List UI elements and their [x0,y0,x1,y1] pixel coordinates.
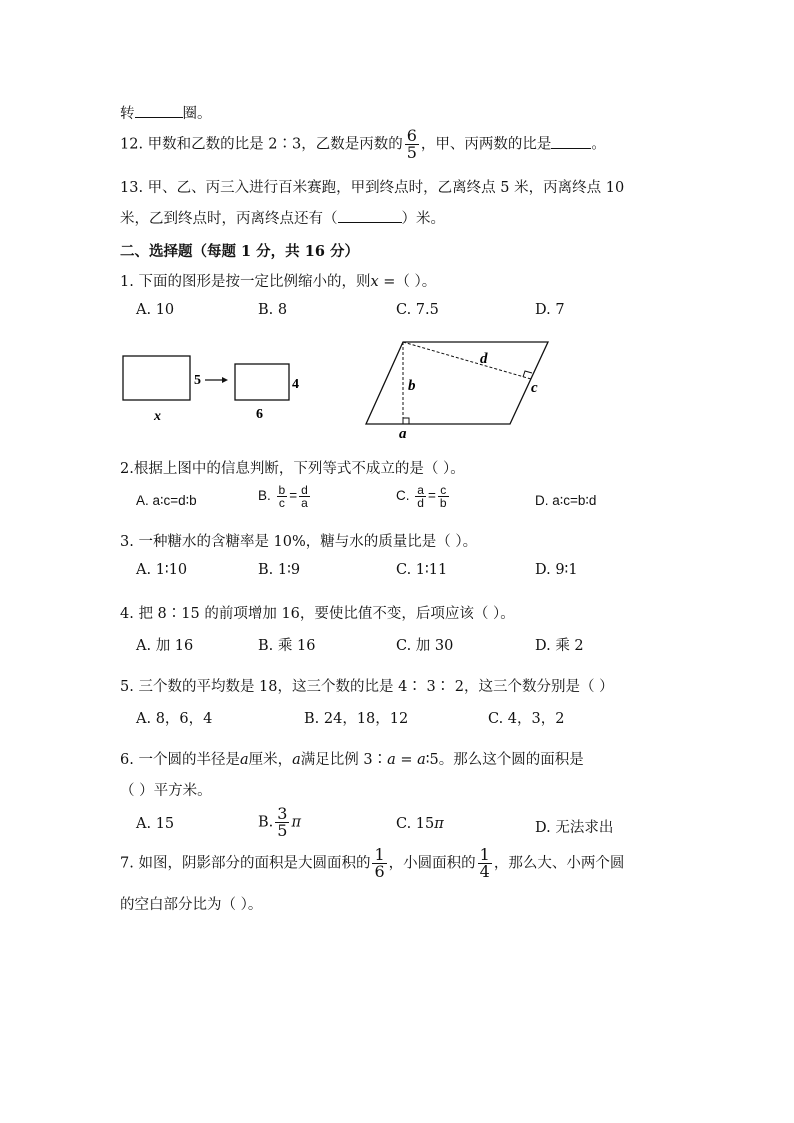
big-rectangle [123,356,190,400]
c2-stem: 2.根据上图中的信息判断，下列等式不成立的是（ ）。 [120,461,465,477]
c6-option-b-label: B. [258,814,274,831]
q12-fraction-num: 6 [406,126,417,145]
c6-option-c-text: C. 15 [396,816,435,832]
c6-b-num: 3 [277,804,288,823]
c4-option-a[interactable]: A. 加 16 [136,638,194,654]
q12-text-a: 12. 甲数和乙数的比是 2∶3，乙数是丙数的 [120,136,403,153]
c6-c-pi: π [434,816,444,832]
q12-text-b: ，甲、丙两数的比是 [420,136,552,153]
c6-option-b-frac [275,806,289,839]
c6-stem [120,748,584,769]
c2-option-c[interactable] [396,484,451,509]
q11-tail [120,102,212,123]
c2-b-d1: c [277,496,288,509]
label-c: c [531,380,538,396]
c4-option-d[interactable]: D. 乘 2 [535,638,584,654]
c1-stem [120,270,436,291]
label-six: 6 [256,407,263,422]
q13-text-a: 米，乙到终点时，丙离终点还有（ [120,211,338,227]
c2-b-frac1 [277,484,288,509]
c7-f2-den: 4 [479,862,490,881]
q12-fraction-den: 5 [406,143,417,162]
c6-var-a2: a [292,752,301,768]
c2-c-d2: b [439,496,447,510]
c7-frac2 [478,847,492,880]
c1-option-a[interactable]: A. 10 [136,302,175,318]
c2-option-b[interactable] [258,484,312,509]
c7-line1 [120,847,624,880]
c3-option-b[interactable]: B. 1∶9 [258,562,301,578]
c2-b-eq: = [289,488,298,504]
c5-option-c[interactable]: C. 4，3，2 [488,711,565,727]
q11-pre: 转 [120,106,135,122]
c2-c-frac2 [438,484,449,509]
c7-text-b: ，小圆面积的 [388,855,476,872]
c1-option-b[interactable]: B. 8 [258,302,288,318]
q12-fraction [405,128,419,161]
c6-option-a[interactable]: A. 15 [136,816,175,832]
c2-option-d[interactable]: D. a∶c=b∶d [535,493,597,508]
c5-option-b[interactable]: B. 24，18，12 [304,711,409,727]
c2-b-d2: a [301,496,308,510]
c2-c-d1: d [417,496,424,510]
arrow-head [222,377,228,383]
c6-option-c[interactable] [396,816,444,832]
c3-option-d[interactable]: D. 9∶1 [535,562,578,578]
c6-line2: （ ）平方米。 [120,783,212,799]
c2-c-n2: c [440,483,447,497]
c6-var-a1: a [239,752,249,768]
c6-option-b[interactable] [258,806,301,839]
c1-option-d[interactable]: D. 7 [535,302,565,318]
c6-stem-c: 满足比例 3∶ [300,752,388,768]
section-title: 二、选择题（每题 1 分，共 16 分） [120,243,359,260]
q12-text-c: 。 [591,136,606,153]
c1-var-x: x [370,274,379,290]
height-d [403,342,531,379]
c4-stem: 4. 把 8∶15 的前项增加 16，要使比值不变，后项应该（ ）。 [120,606,515,622]
c6-option-d[interactable]: D. 无法求出 [535,820,614,836]
c6-stem-d: ∶5。那么这个圆的面积是 [425,752,584,768]
c7-text-a: 7. 如图，阴影部分的面积是大圆面积的 [120,855,371,872]
c7-text-c: ，那么大、小两个圆 [493,855,625,872]
c6-expression: a = a [387,752,426,768]
c1-stem-b: =（ ）。 [378,274,437,290]
label-b: b [408,378,416,394]
c6-b-pi: π [291,814,301,831]
c7-f1-num: 1 [374,845,385,864]
c4-option-c[interactable]: C. 加 30 [396,638,454,654]
c1-option-c[interactable]: C. 7.5 [396,302,439,318]
c1-stem-a: 1. 下面的图形是按一定比例缩小的，则 [120,274,371,290]
c5-option-a[interactable]: A. 8，6，4 [136,711,213,727]
q13-line1: 13. 甲、乙、丙三入进行百米赛跑，甲到终点时，乙离终点 5 米，丙离终点 10 [120,180,625,196]
c7-f1-den: 6 [374,862,385,881]
right-angle-a [403,418,409,424]
c6-b-den: 5 [277,821,288,840]
label-d: d [480,351,488,367]
parallelogram [366,342,548,424]
label-a: a [399,426,407,442]
small-rectangle [235,364,289,400]
q11-blank[interactable] [135,105,183,118]
c2-c-n1: a [417,483,424,497]
c7-line2: 的空白部分比为（ ）。 [120,897,263,913]
right-angle-c [523,371,532,377]
c2-b-n2: d [301,483,308,497]
c6-stem-b: 厘米， [248,752,293,768]
c4-option-b[interactable]: B. 乘 16 [258,638,316,654]
c7-frac1 [372,847,386,880]
q12-blank[interactable] [551,136,591,149]
q13-line2 [120,207,445,228]
c2-c-eq: = [427,488,436,504]
label-four: 4 [292,377,299,392]
c3-stem: 3. 一种糖水的含糖率是 10%，糖与水的质量比是（ ）。 [120,534,478,550]
q13-text-b: ）米。 [401,211,445,227]
q12-line [120,128,606,161]
label-five: 5 [194,373,201,388]
c1-figure [0,332,794,452]
c5-stem: 5. 三个数的平均数是 18，这三个数的比是 4∶ 3∶ 2，这三个数分别是（ ） [120,679,614,695]
c3-option-c[interactable]: C. 1∶11 [396,562,448,578]
c2-b-n1: b [278,483,286,497]
c2-option-a[interactable]: A. a∶c=d∶b [136,493,197,508]
q11-post: 圈。 [182,106,212,122]
c3-option-a[interactable]: A. 1∶10 [136,562,188,578]
c2-option-c-label: C. [396,488,410,504]
c6-stem-a: 6. 一个圆的半径是 [120,752,240,768]
c2-c-frac1 [415,484,426,509]
q13-blank[interactable] [338,210,402,223]
c2-option-b-label: B. [258,488,271,504]
c2-b-frac2 [299,484,310,509]
c7-f2-num: 1 [479,845,490,864]
label-x: x [154,409,161,424]
